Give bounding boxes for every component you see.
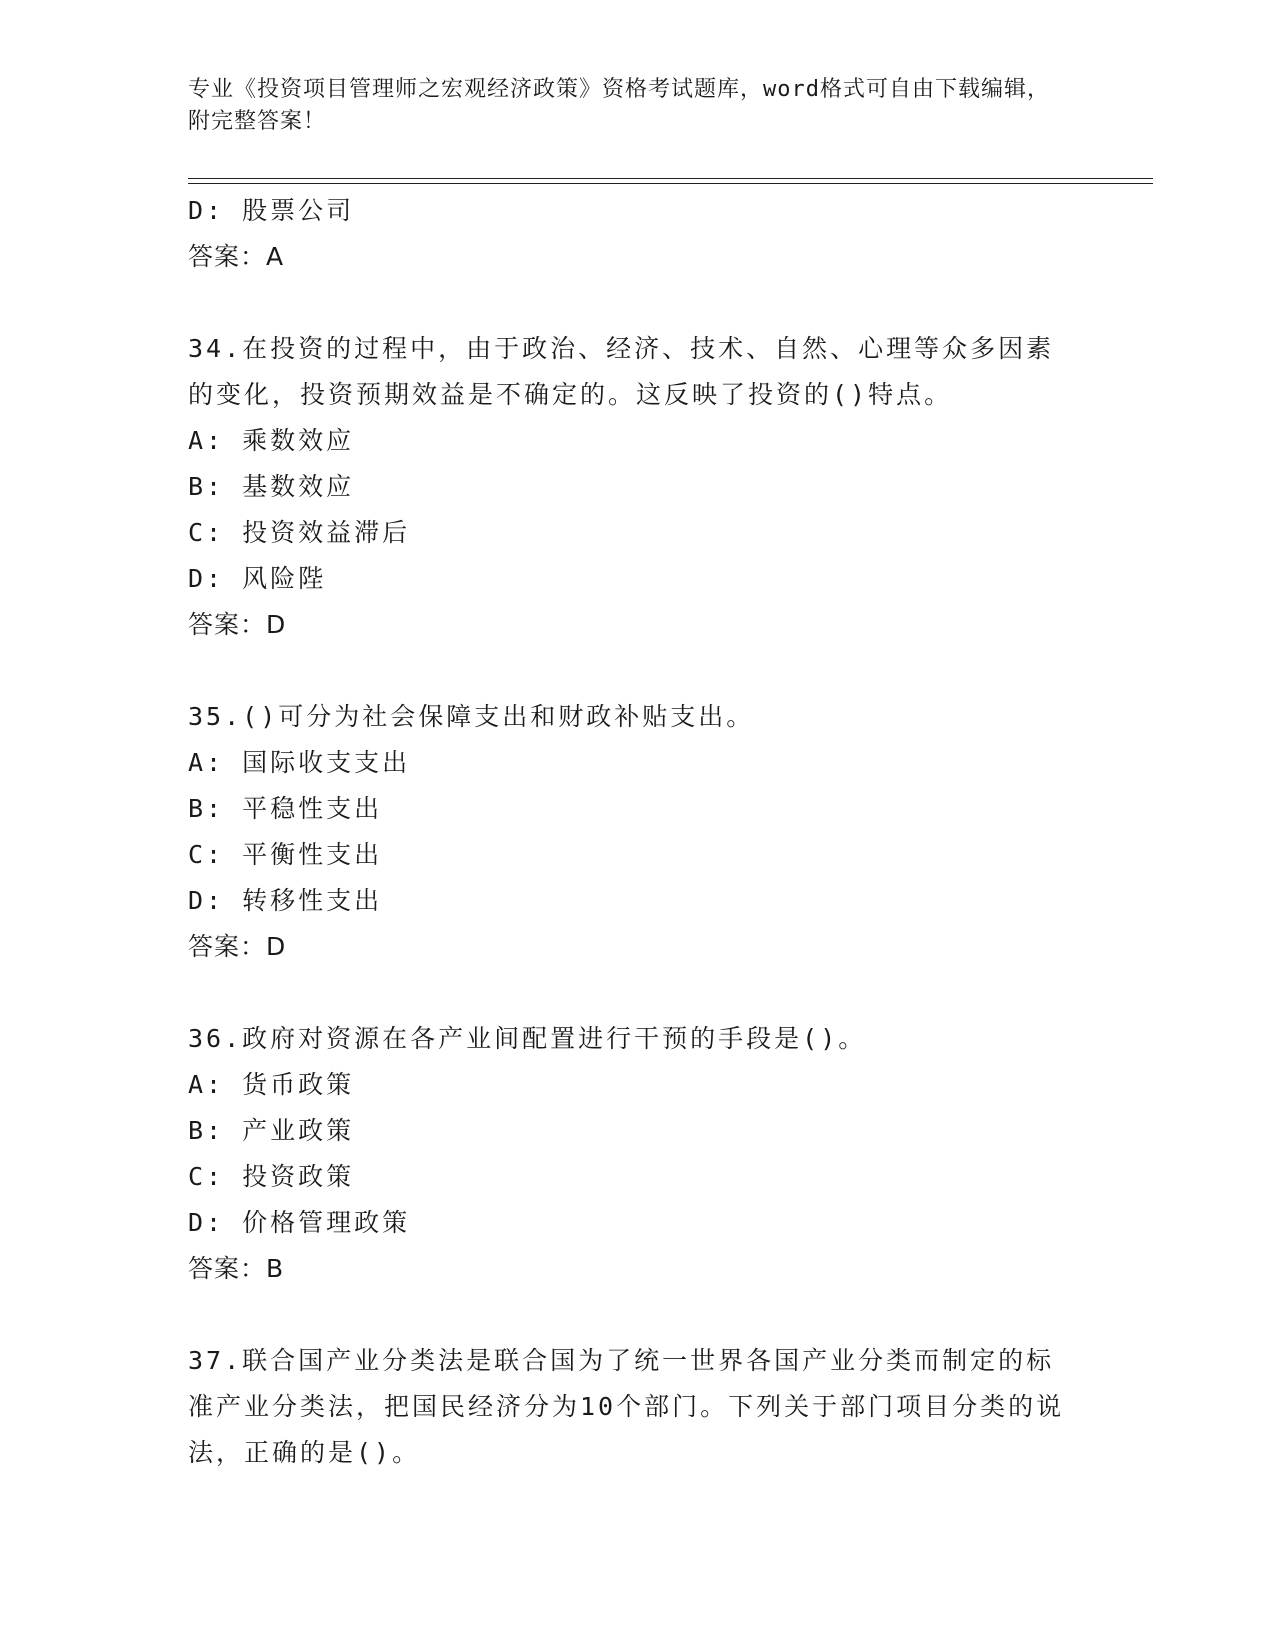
option-c: C: 平衡性支出 bbox=[188, 840, 383, 869]
answer: 答案：B bbox=[188, 1254, 285, 1283]
header-rule-top bbox=[188, 178, 1153, 179]
question-text: 36.政府对资源在各产业间配置进行干预的手段是()。 bbox=[188, 1024, 867, 1053]
option-d: D: 股票公司 bbox=[188, 196, 355, 225]
question-list bbox=[188, 188, 1078, 1476]
question-37 bbox=[188, 1338, 1078, 1476]
option-b: B: 产业政策 bbox=[188, 1116, 355, 1145]
option-a: A: 货币政策 bbox=[188, 1070, 355, 1099]
answer: 答案：D bbox=[188, 610, 287, 639]
answer: 答案：A bbox=[188, 242, 285, 271]
option-a: A: 乘数效应 bbox=[188, 426, 355, 455]
option-b: B: 平稳性支出 bbox=[188, 794, 383, 823]
question-text: 34.在投资的过程中，由于政治、经济、技术、自然、心理等众多因素的变化，投资预期效益是不确定的。这反映了投资的()特点。 bbox=[188, 334, 1055, 409]
option-c: C: 投资效益滞后 bbox=[188, 518, 411, 547]
option-d: D: 风险陛 bbox=[188, 564, 327, 593]
option-d: D: 转移性支出 bbox=[188, 886, 383, 915]
option-d: D: 价格管理政策 bbox=[188, 1208, 411, 1237]
question-text: 37.联合国产业分类法是联合国为了统一世界各国产业分类而制定的标准产业分类法，把国民经济分为10个部门。下列关于部门项目分类的说法，正确的是()。 bbox=[188, 1346, 1065, 1467]
page-header: 专业《投资项目管理师之宏观经济政策》资格考试题库，word格式可自由下载编辑，附完整答案！ bbox=[188, 77, 1050, 134]
option-a: A: 国际收支支出 bbox=[188, 748, 411, 777]
question-35 bbox=[188, 694, 1078, 970]
question-33-tail bbox=[188, 188, 1078, 280]
question-36 bbox=[188, 1016, 1078, 1292]
header-rule-bottom bbox=[188, 183, 1153, 184]
answer: 答案：D bbox=[188, 932, 287, 961]
question-34 bbox=[188, 326, 1078, 648]
option-c: C: 投资政策 bbox=[188, 1162, 355, 1191]
question-text: 35.()可分为社会保障支出和财政补贴支出。 bbox=[188, 702, 755, 731]
option-b: B: 基数效应 bbox=[188, 472, 355, 501]
